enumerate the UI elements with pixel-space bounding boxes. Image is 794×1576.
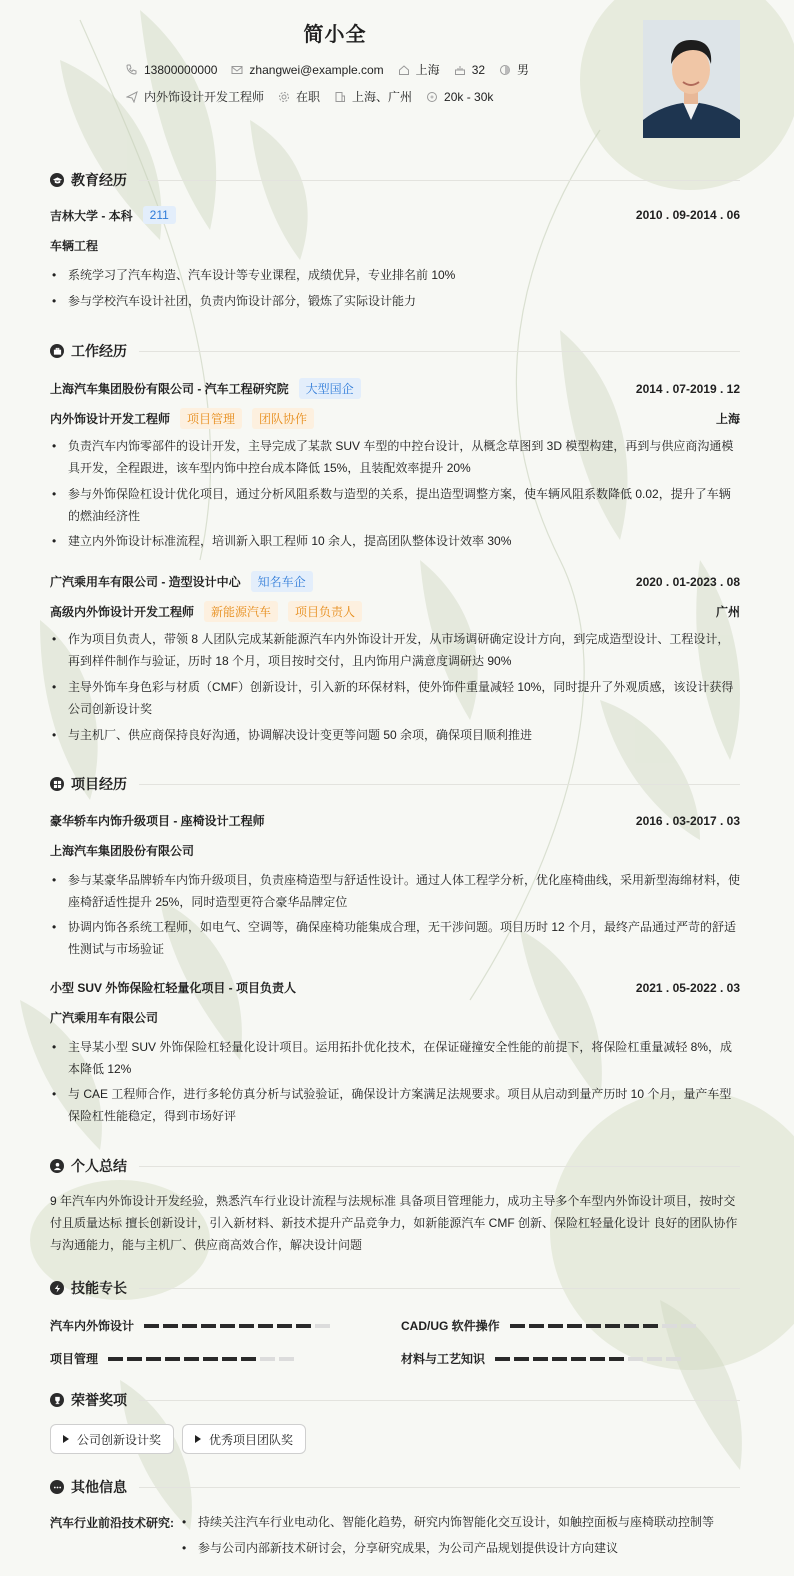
- work-bullet: • 参与外饰保险杠设计优化项目，通过分析风阻系数与造型的关系，提出造型调整方案，使车辆风阻系数降低 0.02，提升了车辆的燃油经济性: [50, 483, 740, 527]
- skill-tag: 团队协作: [252, 408, 314, 429]
- skill-tag: 项目负责人: [288, 601, 362, 622]
- skill-level-segment: [609, 1357, 624, 1361]
- skill-level-segment: [203, 1357, 218, 1361]
- more-icon: [50, 1480, 64, 1494]
- play-icon: [195, 1435, 201, 1443]
- age-item: [454, 63, 485, 77]
- project-header: [50, 979, 740, 996]
- skill-level-segment: [220, 1324, 235, 1328]
- work-date: 2020 . 01-2023 . 08: [635, 574, 740, 589]
- section-work: [50, 341, 740, 361]
- skill-item: [401, 1350, 685, 1367]
- skill-level-segment: [681, 1324, 696, 1328]
- award-name: 公司创新设计奖: [77, 1432, 162, 1447]
- work-bullet: • 主导外饰车身色彩与材质（CMF）创新设计，引入新的环保材料，使外饰件重量减轻 10%，同时提升了外观质感，该设计获得公司创新设计奖: [50, 676, 740, 720]
- school-tag: 211: [143, 206, 176, 224]
- email-text: zhangwei@example.com: [249, 62, 384, 77]
- skill-level-segment: [643, 1324, 658, 1328]
- skill-level-segment: [571, 1357, 586, 1361]
- role-name: 内外饰设计开发工程师: [50, 412, 171, 426]
- section-other: [50, 1477, 740, 1497]
- salary-text: 20k - 30k: [444, 89, 494, 104]
- skill-level-segment: [184, 1357, 199, 1361]
- gear-icon: [278, 91, 290, 103]
- skill-level-segment: [552, 1357, 567, 1361]
- phone-icon: [126, 64, 138, 76]
- location-text: 上海: [415, 63, 440, 77]
- skill-level-segment: [567, 1324, 582, 1328]
- skill-level-bar: [495, 1357, 685, 1361]
- award-name: 优秀项目团队奖: [209, 1432, 294, 1447]
- send-icon: [126, 91, 138, 103]
- section-work-title: 工作经历: [71, 343, 127, 359]
- position-item: [126, 88, 264, 105]
- divider: [139, 1400, 740, 1401]
- project-title: 豪华轿车内饰升级项目 - 座椅设计工程师: [50, 814, 265, 828]
- school-name: 吉林大学 - 本科: [50, 208, 133, 223]
- gender-icon: [499, 64, 511, 76]
- phone-item: [126, 63, 217, 77]
- target-city-text: 上海、广州: [352, 90, 413, 104]
- skill-level-segment: [628, 1357, 643, 1361]
- divider: [139, 1288, 740, 1289]
- education-bullet: • 系统学习了汽车构造、汽车设计等专业课程，成绩优异，专业排名前 10%: [50, 264, 740, 286]
- candidate-name: 简小全: [303, 24, 367, 46]
- skill-level-segment: [548, 1324, 563, 1328]
- skill-level-segment: [144, 1324, 159, 1328]
- user-icon: [50, 1159, 64, 1173]
- home-icon: [398, 64, 410, 76]
- skill-level-segment: [163, 1324, 178, 1328]
- work-city: 广州: [715, 605, 740, 619]
- work-header: [50, 378, 740, 399]
- project-date: 2016 . 03-2017 . 03: [635, 813, 740, 828]
- project-bullet: • 协调内饰各系统工程师，如电气、空调等，确保座椅功能集成合理，无干涉问题。项目历时 12 个月，最终产品通过严苛的舒适性测试与市场验证: [50, 916, 740, 960]
- skill-level-bar: [144, 1324, 334, 1328]
- project-org-row: [50, 1009, 740, 1026]
- work-bullet: • 建立内外饰设计标准流程，培训新入职工程师 10 余人，提高团队整体设计效率 30%: [50, 530, 740, 552]
- section-project: [50, 774, 740, 794]
- job-intent-row: [126, 88, 507, 105]
- status-text: 在职: [296, 90, 321, 104]
- skill-level-segment: [222, 1357, 237, 1361]
- project-title: 小型 SUV 外饰保险杠轻量化项目 - 项目负责人: [50, 981, 297, 995]
- play-icon: [63, 1435, 69, 1443]
- graduation-cap-icon: [50, 173, 64, 187]
- skill-level-segment: [533, 1357, 548, 1361]
- coin-icon: [426, 91, 438, 103]
- major-name: 车辆工程: [50, 239, 99, 253]
- skill-level-segment: [315, 1324, 330, 1328]
- location-item: [398, 61, 440, 78]
- role-name: 高级内外饰设计开发工程师: [50, 605, 195, 619]
- major-row: [50, 237, 740, 254]
- divider: [139, 1487, 740, 1488]
- skill-level-segment: [529, 1324, 544, 1328]
- phone-text: 13800000000: [144, 62, 218, 77]
- skill-name: 项目管理: [50, 1352, 99, 1366]
- section-awards-title: 荣誉奖项: [71, 1392, 127, 1408]
- skill-level-segment: [277, 1324, 292, 1328]
- section-awards: [50, 1390, 740, 1410]
- skill-level-segment: [296, 1324, 311, 1328]
- project-date: 2021 . 05-2022 . 03: [635, 980, 740, 995]
- skill-level-segment: [605, 1324, 620, 1328]
- divider: [139, 351, 740, 352]
- skill-level-segment: [662, 1324, 677, 1328]
- briefcase-icon: [50, 344, 64, 358]
- skill-level-segment: [127, 1357, 142, 1361]
- other-label: 汽车行业前沿技术研究:: [50, 1516, 174, 1530]
- section-summary-title: 个人总结: [71, 1158, 127, 1174]
- divider: [139, 1166, 740, 1167]
- skill-item: [401, 1317, 700, 1334]
- company-tag: 大型国企: [299, 378, 361, 399]
- summary-text: 9 年汽车内外饰设计开发经验，熟悉汽车行业设计流程与法规标准 具备项目管理能力，成功主导多个车型内外饰设计项目，按时交付且质量达标 擅长创新设计，引入新材料、新技术提升产品竞争力，如新能源汽车 CMF 创新、保险杠轻量化设计 良好的团队协作与沟通能力，能与主机厂、供应商高效合作，解决设计问题: [50, 1194, 738, 1252]
- project-bullet: • 主导某小型 SUV 外饰保险杠轻量化设计项目。运用拓扑优化技术，在保证碰撞安全性能的前提下，将保险杠重量减轻 8%，成本降低 12%: [50, 1036, 740, 1080]
- work-header: [50, 571, 740, 592]
- education-bullet: • 参与学校汽车设计社团，负责内饰设计部分，锻炼了实际设计能力: [50, 290, 740, 312]
- skill-tag: 新能源汽车: [204, 601, 278, 622]
- project-org-row: [50, 842, 740, 859]
- age-text: 32: [471, 62, 486, 77]
- section-summary: [50, 1156, 740, 1176]
- skill-level-segment: [165, 1357, 180, 1361]
- grid-icon: [50, 777, 64, 791]
- skill-level-segment: [182, 1324, 197, 1328]
- project-org: 上海汽车集团股份有限公司: [50, 844, 195, 858]
- skill-level-segment: [279, 1357, 294, 1361]
- divider: [139, 784, 740, 785]
- trophy-icon: [50, 1393, 64, 1407]
- divider: [139, 180, 740, 181]
- skill-name: 汽车内外饰设计: [50, 1319, 135, 1333]
- work-bullet: • 作为项目负责人，带领 8 人团队完成某新能源汽车内外饰设计开发，从市场调研确定设计方向，到完成造型设计、工程设计，再到样件制作与验证，历时 18 个月，项目按时交付，且内饰用户满意度调研达 90%: [50, 628, 740, 672]
- project-org: 广汽乘用车有限公司: [50, 1011, 159, 1025]
- award-chip: [50, 1424, 174, 1454]
- project-bullet: • 参与某豪华品牌轿车内饰升级项目，负责座椅造型与舒适性设计。通过人体工程学分析，优化座椅曲线，采用新型海绵材料，使座椅舒适性提升 25%，同时造型更符合豪华品牌定位: [50, 869, 740, 913]
- skill-tag: 项目管理: [180, 408, 242, 429]
- avatar: [643, 20, 740, 138]
- work-bullet: • 与主机厂、供应商保持良好沟通，协调解决设计变更等问题 50 余项，确保项目顺利推进: [50, 724, 740, 746]
- education-date: 2010 . 09-2014 . 06: [635, 208, 740, 222]
- skill-level-segment: [146, 1357, 161, 1361]
- contact-row: [126, 61, 543, 78]
- skill-level-segment: [108, 1357, 123, 1361]
- award-chip: [182, 1424, 306, 1454]
- skill-item: [50, 1350, 298, 1367]
- other-bullet: • 参与公司内部新技术研讨会，分享研究成果，为公司产品规划提供设计方向建议: [180, 1540, 740, 1556]
- status-item: [278, 88, 320, 105]
- education-header: [50, 206, 740, 224]
- section-education-title: 教育经历: [71, 172, 127, 188]
- company-name: 广汽乘用车有限公司 - 造型设计中心: [50, 575, 241, 589]
- target-city-item: [334, 88, 412, 105]
- project-bullet: • 与 CAE 工程师合作，进行多轮仿真分析与试验验证，确保设计方案满足法规要求。项目从启动到量产历时 10 个月，量产车型保险杠性能稳定，得到市场好评: [50, 1083, 740, 1127]
- section-project-title: 项目经历: [71, 776, 127, 792]
- skill-name: CAD/UG 软件操作: [401, 1319, 500, 1333]
- work-city: 上海: [715, 412, 740, 426]
- mail-icon: [231, 64, 243, 76]
- skill-level-segment: [586, 1324, 601, 1328]
- skill-level-segment: [510, 1324, 525, 1328]
- bolt-icon: [50, 1281, 64, 1295]
- section-skills: [50, 1278, 740, 1298]
- section-education: [50, 170, 740, 190]
- skill-item: [50, 1317, 334, 1334]
- email-item: [231, 63, 383, 77]
- work-date: 2014 . 07-2019 . 12: [635, 381, 740, 396]
- skill-level-segment: [495, 1357, 510, 1361]
- skill-level-segment: [260, 1357, 275, 1361]
- cake-icon: [454, 64, 466, 76]
- skill-level-segment: [241, 1357, 256, 1361]
- work-role-row: [50, 408, 740, 429]
- company-name: 上海汽车集团股份有限公司 - 汽车工程研究院: [50, 382, 289, 396]
- company-tag: 知名车企: [251, 571, 313, 592]
- salary-item: [426, 90, 493, 104]
- building-icon: [334, 91, 346, 103]
- skill-level-bar: [108, 1357, 298, 1361]
- skill-level-segment: [514, 1357, 529, 1361]
- work-bullet: • 负责汽车内饰零部件的设计开发，主导完成了某款 SUV 车型的中控台设计，从概念草图到 3D 模型构建，再到与供应商沟通模具开发，全程跟进，该车型内饰中控台成本降低 15%，且装配效率提升 20%: [50, 435, 740, 479]
- work-role-row: [50, 601, 740, 622]
- project-header: [50, 812, 740, 829]
- other-bullet: • 持续关注汽车行业电动化、智能化趋势，研究内饰智能化交互设计，如触控面板与座椅联动控制等: [180, 1514, 740, 1530]
- skill-level-segment: [590, 1357, 605, 1361]
- section-other-title: 其他信息: [71, 1479, 127, 1495]
- skill-level-segment: [624, 1324, 639, 1328]
- skill-level-segment: [258, 1324, 273, 1328]
- gender-item: [499, 61, 529, 78]
- position-text: 内外饰设计开发工程师: [144, 90, 265, 104]
- skill-level-segment: [239, 1324, 254, 1328]
- skill-level-segment: [201, 1324, 216, 1328]
- skill-level-segment: [647, 1357, 662, 1361]
- gender-text: 男: [517, 63, 530, 77]
- skill-level-bar: [510, 1324, 700, 1328]
- section-skills-title: 技能专长: [71, 1280, 127, 1296]
- skill-level-segment: [666, 1357, 681, 1361]
- skill-name: 材料与工艺知识: [401, 1352, 486, 1366]
